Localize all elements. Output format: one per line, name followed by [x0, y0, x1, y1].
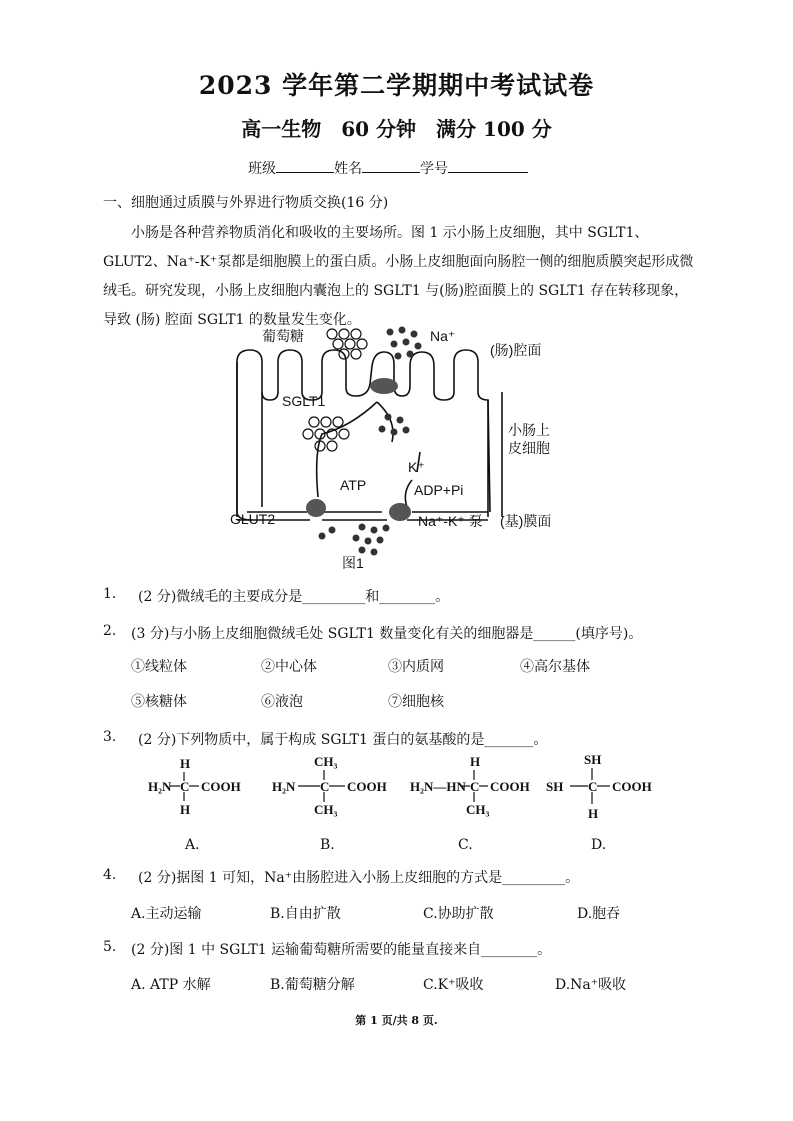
question-3-text: (2 分)下列物质中，属于构成 SGLT1 蛋白的氨基酸的是_______。 — [138, 732, 548, 748]
struct-d-carbon: C — [588, 779, 598, 794]
label-glut2: GLUT2 — [230, 511, 276, 527]
id-blank[interactable] — [448, 158, 528, 173]
q2-option-5[interactable]: ⑤核糖体 — [131, 694, 187, 710]
q4-option-b[interactable]: B.自由扩散 — [270, 906, 341, 922]
label-basal: (基)膜面 — [500, 513, 552, 529]
q5-option-a[interactable]: A. ATP 水解 — [131, 977, 211, 993]
class-label: 班级 — [248, 161, 276, 177]
label-sglt1: SGLT1 — [282, 393, 326, 409]
label-atp: ATP — [340, 477, 367, 493]
q2-option-6[interactable]: ⑥液泡 — [261, 694, 303, 710]
section-paragraph: 小肠是各种营养物质消化和吸收的主要场所。图 1 示小肠上皮细胞，其中 SGLT1、GLUT2、Na⁺-K⁺泵都是细胞膜上的蛋白质。小肠上皮细胞面向肠腔一侧的细胞质膜突起形成微绒毛。研究发现，小肠上皮细胞内囊泡上的 SGLT1 与(肠)腔面膜上的 SGLT1 存在转移现象，导致 (肠) 腔面 SGLT1 的数量发生变化。 — [103, 225, 694, 328]
amino-acid-structures — [140, 748, 660, 824]
glut2-protein — [306, 499, 326, 517]
exam-title: 2023 学年第二学期期中考试试卷 — [198, 71, 595, 100]
class-blank[interactable] — [276, 158, 334, 173]
q3-option-d[interactable]: D. — [591, 837, 607, 853]
struct-d-right: COOH — [612, 779, 652, 794]
sglt1-protein — [370, 378, 398, 394]
struct-c-carbon: C — [470, 779, 480, 794]
section-heading: 一、细胞通过质膜与外界进行物质交换(16 分) — [103, 195, 389, 211]
label-cell-line1: 小肠上 — [508, 422, 550, 438]
struct-c-bottom: CH₃ — [466, 802, 490, 817]
struct-a-bottom: H — [180, 802, 191, 817]
struct-b-bottom: CH₃ — [314, 802, 338, 817]
q2-option-7[interactable]: ⑦细胞核 — [388, 694, 444, 710]
struct-a-left: H₂N — [148, 779, 172, 794]
page-footer: 第 1 页/共 8 页. — [355, 1014, 438, 1027]
q2-option-3[interactable]: ③内质网 — [388, 659, 444, 675]
struct-b-top: CH₃ — [314, 754, 338, 769]
student-info-line — [248, 158, 528, 178]
glucose-molecules — [303, 329, 367, 451]
q3-option-a[interactable]: A. — [185, 837, 200, 853]
struct-d-bottom: H — [588, 806, 599, 821]
label-k: K⁺ — [408, 459, 425, 475]
struct-b-carbon: C — [320, 779, 330, 794]
q4-option-d[interactable]: D.胞吞 — [577, 906, 621, 922]
q2-option-1[interactable]: ①线粒体 — [131, 659, 187, 675]
q5-option-c[interactable]: C.K⁺吸收 — [423, 977, 484, 993]
struct-b-right: COOH — [347, 779, 387, 794]
question-5-text: (2 分)图 1 中 SGLT1 运输葡萄糖所需要的能量直接来自________。 — [131, 942, 552, 958]
label-adp: ADP+Pi — [414, 482, 464, 498]
label-glucose: 葡萄糖 — [262, 328, 304, 344]
q4-option-a[interactable]: A.主动运输 — [131, 906, 202, 922]
q4-option-c[interactable]: C.协助扩散 — [423, 906, 494, 922]
question-4-text: (2 分)据图 1 可知，Na⁺由肠腔进入小肠上皮细胞的方式是_________。 — [138, 870, 580, 886]
q2-option-4[interactable]: ④高尔基体 — [520, 659, 590, 675]
struct-b-left: H₂N — [272, 779, 296, 794]
q5-option-d[interactable]: D.Na⁺吸收 — [555, 977, 627, 993]
na-k-pump-protein — [389, 503, 411, 521]
id-label: 学号 — [420, 161, 448, 177]
label-cell-line2: 皮细胞 — [508, 440, 550, 456]
struct-c-right: COOH — [490, 779, 530, 794]
label-pump: Na⁺-K⁺ 泵 — [418, 513, 483, 529]
struct-a-right: COOH — [201, 779, 241, 794]
struct-d-left: SH — [546, 779, 564, 794]
figure-1-cell-diagram — [222, 322, 582, 582]
question-1-text: (2 分)微绒毛的主要成分是_________和________。 — [138, 589, 450, 605]
q3-option-b[interactable]: B. — [320, 837, 335, 853]
struct-a-carbon: C — [180, 779, 190, 794]
q2-option-2[interactable]: ②中心体 — [261, 659, 317, 675]
label-lumen: (肠)腔面 — [490, 342, 542, 358]
name-blank[interactable] — [362, 158, 420, 173]
figure-caption: 图1 — [342, 555, 364, 571]
struct-c-left: H₂N—HN — [410, 779, 466, 794]
label-na: Na⁺ — [430, 328, 456, 344]
exam-subtitle: 高一生物 60 分钟 满分 100 分 — [241, 117, 552, 141]
q3-option-c[interactable]: C. — [458, 837, 473, 853]
question-2-text: (3 分)与小肠上皮细胞微绒毛处 SGLT1 数量变化有关的细胞器是______(填序号)。 — [131, 626, 643, 642]
struct-c-top: H — [470, 754, 481, 769]
struct-a-top: H — [180, 756, 191, 771]
struct-d-top: SH — [584, 752, 602, 767]
q5-option-b[interactable]: B.葡萄糖分解 — [270, 977, 355, 993]
name-label: 姓名 — [334, 161, 362, 177]
